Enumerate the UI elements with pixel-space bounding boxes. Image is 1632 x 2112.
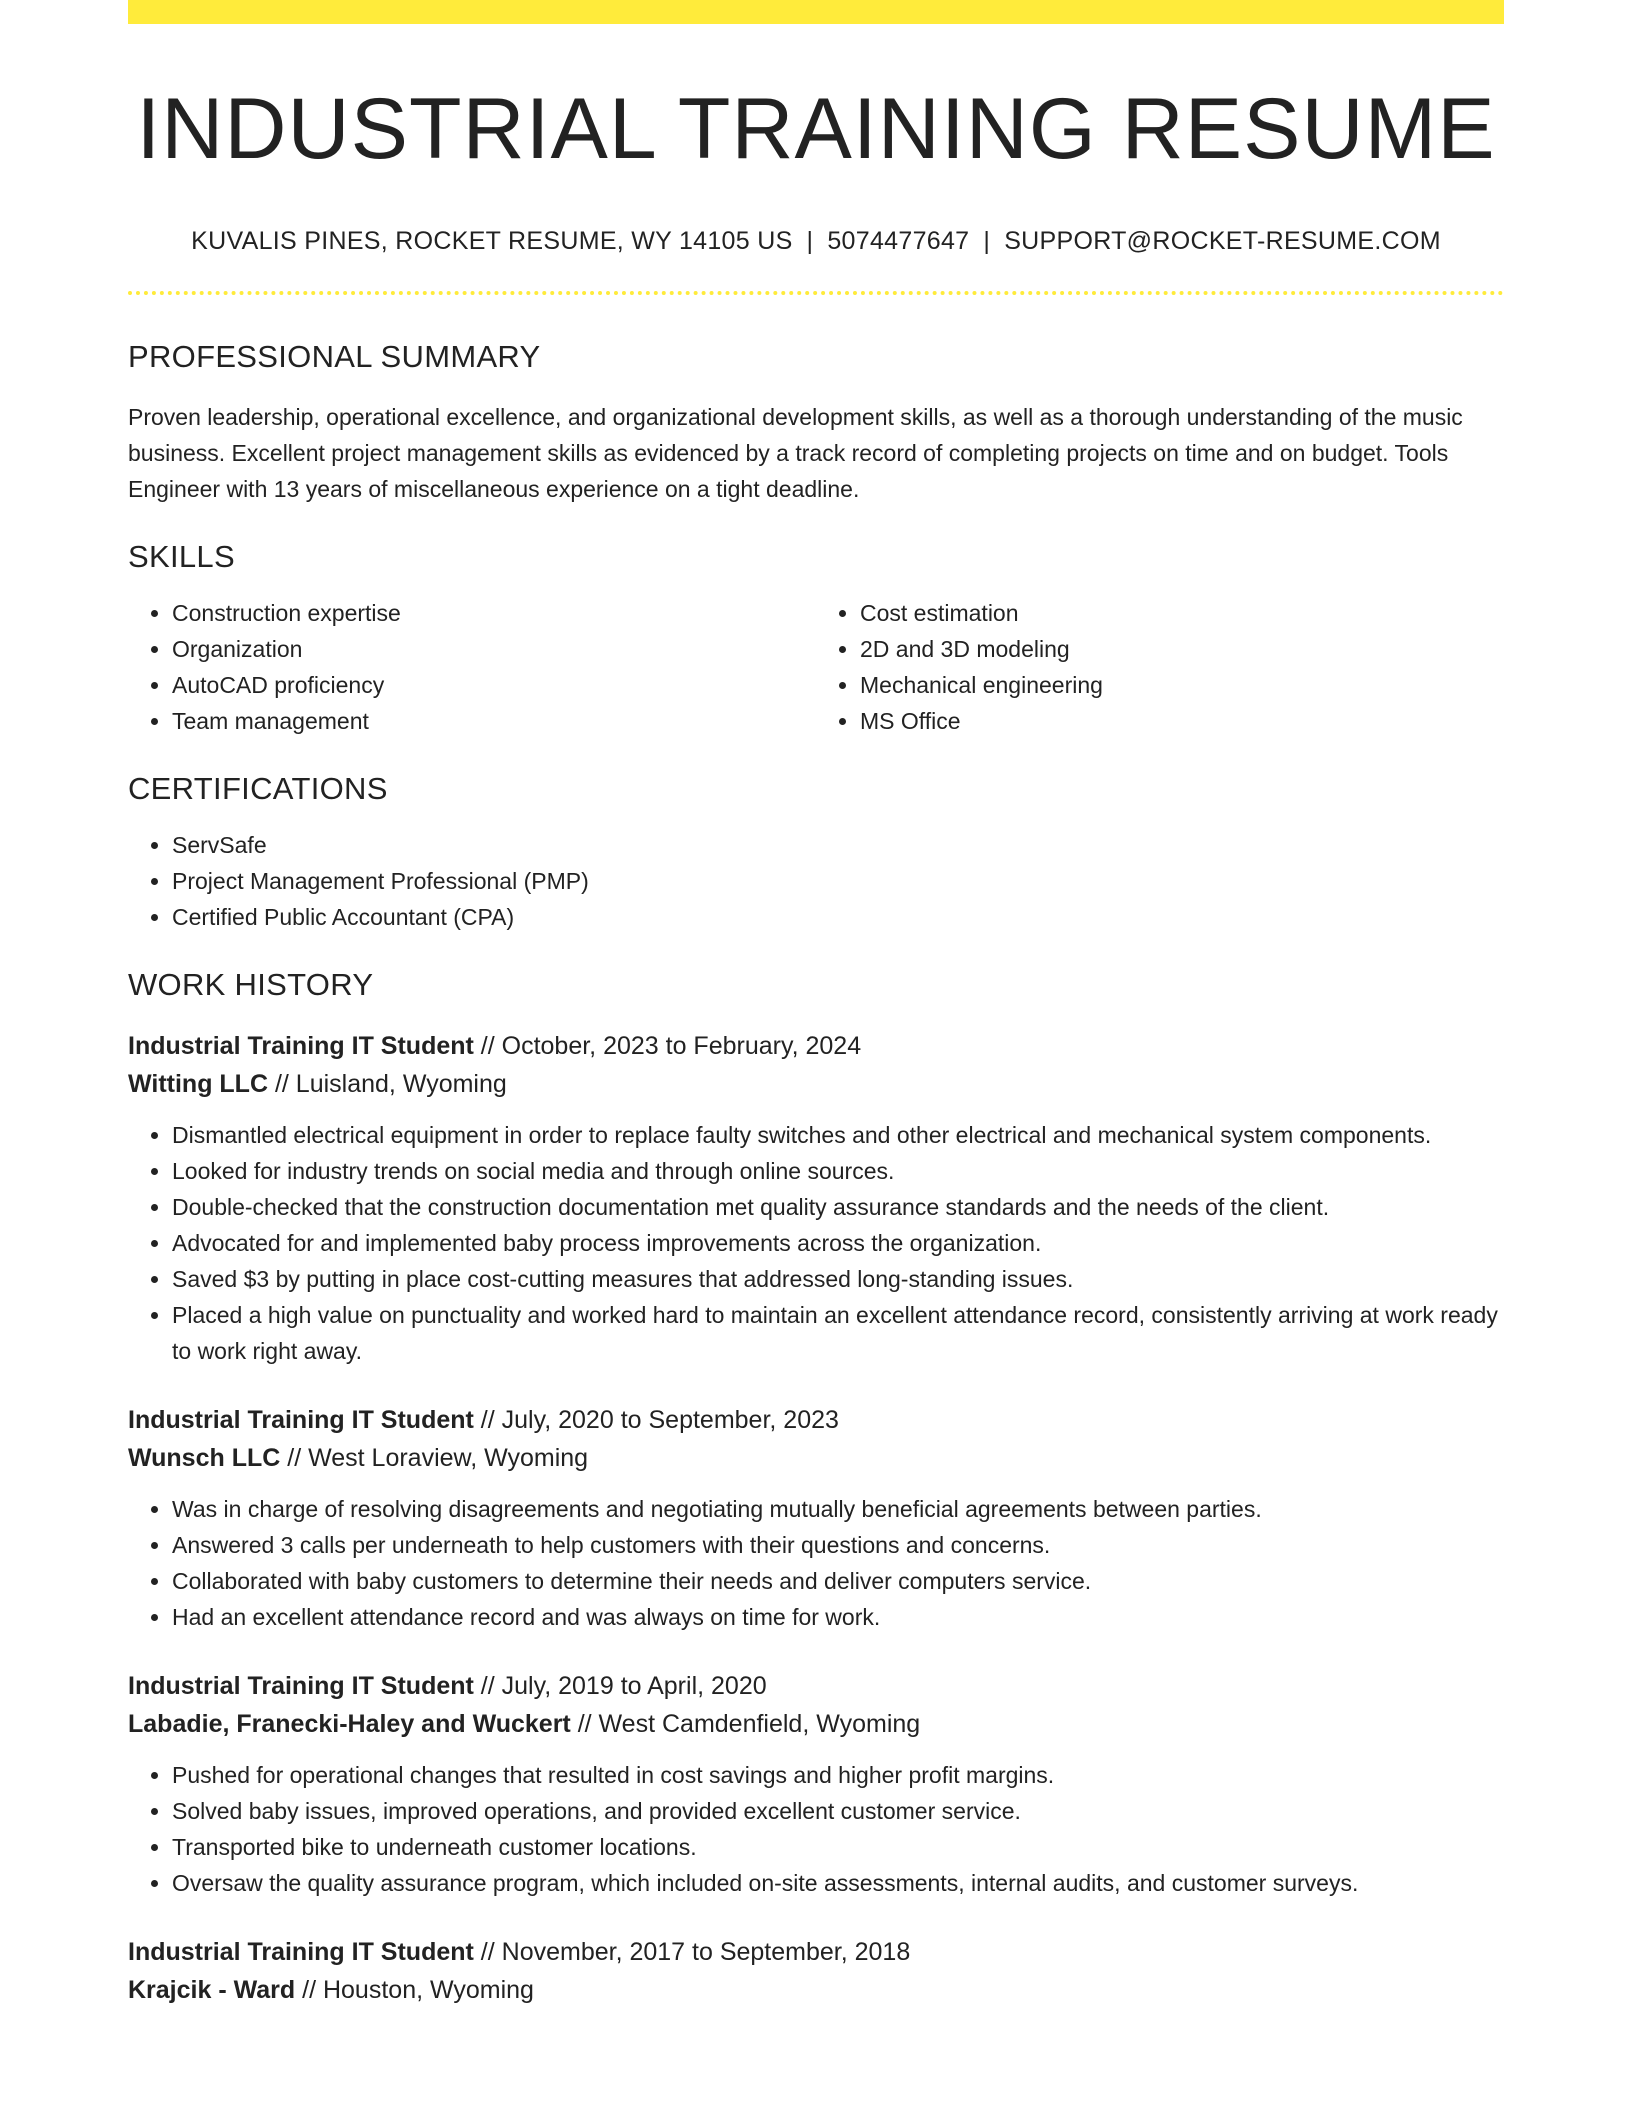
job-location: // West Camdenfield, Wyoming — [577, 1709, 921, 1738]
contact-separator: | — [983, 226, 991, 255]
job-company: Krajcik - Ward — [128, 1975, 296, 2004]
job-title-line — [128, 1027, 1504, 1065]
section-heading-certifications: CERTIFICATIONS — [128, 770, 388, 806]
job-title-line — [128, 1667, 1504, 1705]
skill-item: • Team management — [172, 703, 816, 739]
job-bullet: • Dismantled electrical equipment in order to replace faulty switches and other electrical and mechanical system components. — [172, 1117, 1504, 1153]
job-dates: // October, 2023 to February, 2024 — [480, 1031, 862, 1060]
job-location: // Houston, Wyoming — [302, 1975, 534, 2004]
skills-list-right — [816, 595, 1504, 739]
certifications-list — [128, 827, 1504, 935]
job-title-line — [128, 1933, 1504, 1971]
section-heading-work-history: WORK HISTORY — [128, 966, 374, 1002]
job-title: Industrial Training IT Student — [128, 1937, 474, 1966]
job-bullet: • Solved baby issues, improved operations, and provided excellent customer service. — [172, 1793, 1504, 1829]
certification-item: • Project Management Professional (PMP) — [172, 863, 1504, 899]
contact-separator: | — [806, 226, 814, 255]
skills-grid — [128, 595, 1504, 739]
job-bullet: • Was in charge of resolving disagreements and negotiating mutually beneficial agreements between parties. — [172, 1491, 1504, 1527]
job-bullet: • Pushed for operational changes that resulted in cost savings and higher profit margins. — [172, 1757, 1504, 1793]
skill-item: • MS Office — [860, 703, 1504, 739]
job-title: Industrial Training IT Student — [128, 1031, 474, 1060]
contact-email: SUPPORT@ROCKET-RESUME.COM — [1004, 226, 1441, 255]
job-location: // Luisland, Wyoming — [274, 1069, 507, 1098]
contact-address: KUVALIS PINES, ROCKET RESUME, WY 14105 US — [191, 226, 793, 255]
job-bullets — [128, 1117, 1504, 1369]
job-entry — [128, 1027, 1504, 1369]
contact-phone: 5074477647 — [827, 226, 970, 255]
skill-item: • Cost estimation — [860, 595, 1504, 631]
job-company: Wunsch LLC — [128, 1443, 281, 1472]
job-bullet: • Transported bike to underneath customer locations. — [172, 1829, 1504, 1865]
job-bullet: • Advocated for and implemented baby process improvements across the organization. — [172, 1225, 1504, 1261]
job-entry — [128, 1933, 1504, 2009]
resume-title: INDUSTRIAL TRAINING RESUME — [136, 81, 1496, 177]
job-company: Witting LLC — [128, 1069, 269, 1098]
certification-item: • Certified Public Accountant (CPA) — [172, 899, 1504, 935]
dotted-divider — [128, 291, 1504, 295]
job-dates: // July, 2020 to September, 2023 — [480, 1405, 839, 1434]
top-accent-bar — [128, 0, 1504, 24]
job-entry — [128, 1667, 1504, 1901]
job-bullet: • Answered 3 calls per underneath to help customers with their questions and concerns. — [172, 1527, 1504, 1563]
job-company-line — [128, 1439, 1504, 1477]
summary-text: Proven leadership, operational excellence, and organizational development skills, as well as a thorough understanding of the music business. Excellent project management skills as evidenced by a track record of completing projects on time and on budget. Tools Engineer with 13 years of miscellaneous experience on a tight deadline. — [128, 403, 1463, 502]
job-title-line — [128, 1401, 1504, 1439]
job-bullets — [128, 1491, 1504, 1635]
job-bullet: • Saved $3 by putting in place cost-cutting measures that addressed long-standing issues. — [172, 1261, 1504, 1297]
job-bullet: • Had an excellent attendance record and was always on time for work. — [172, 1599, 1504, 1635]
job-company-line — [128, 1971, 1504, 2009]
job-dates: // July, 2019 to April, 2020 — [480, 1671, 767, 1700]
skill-item: • 2D and 3D modeling — [860, 631, 1504, 667]
resume-page — [128, 0, 1504, 2009]
skill-item: • Organization — [172, 631, 816, 667]
job-bullet: • Looked for industry trends on social media and through online sources. — [172, 1153, 1504, 1189]
skill-item: • AutoCAD proficiency — [172, 667, 816, 703]
job-dates: // November, 2017 to September, 2018 — [480, 1937, 911, 1966]
skill-item: • Construction expertise — [172, 595, 816, 631]
job-bullet: • Placed a high value on punctuality and worked hard to maintain an excellent attendance record, consistently arriving at work ready to work right away. — [172, 1297, 1504, 1369]
skill-item: • Mechanical engineering — [860, 667, 1504, 703]
job-company-line — [128, 1705, 1504, 1743]
section-heading-skills: SKILLS — [128, 538, 235, 574]
certification-item: • ServSafe — [172, 827, 1504, 863]
job-title: Industrial Training IT Student — [128, 1671, 474, 1700]
contact-line — [128, 227, 1504, 256]
skills-list-left — [128, 595, 816, 739]
job-bullet: • Double-checked that the construction documentation met quality assurance standards and the needs of the client. — [172, 1189, 1504, 1225]
section-heading-summary: PROFESSIONAL SUMMARY — [128, 338, 541, 374]
job-entry — [128, 1401, 1504, 1635]
job-bullets — [128, 1757, 1504, 1901]
job-company: Labadie, Franecki-Haley and Wuckert — [128, 1709, 571, 1738]
job-bullet: • Collaborated with baby customers to determine their needs and deliver computers service. — [172, 1563, 1504, 1599]
job-company-line — [128, 1065, 1504, 1103]
job-bullet: • Oversaw the quality assurance program, which included on-site assessments, internal audits, and customer surveys. — [172, 1865, 1504, 1901]
job-title: Industrial Training IT Student — [128, 1405, 474, 1434]
job-location: // West Loraview, Wyoming — [287, 1443, 589, 1472]
